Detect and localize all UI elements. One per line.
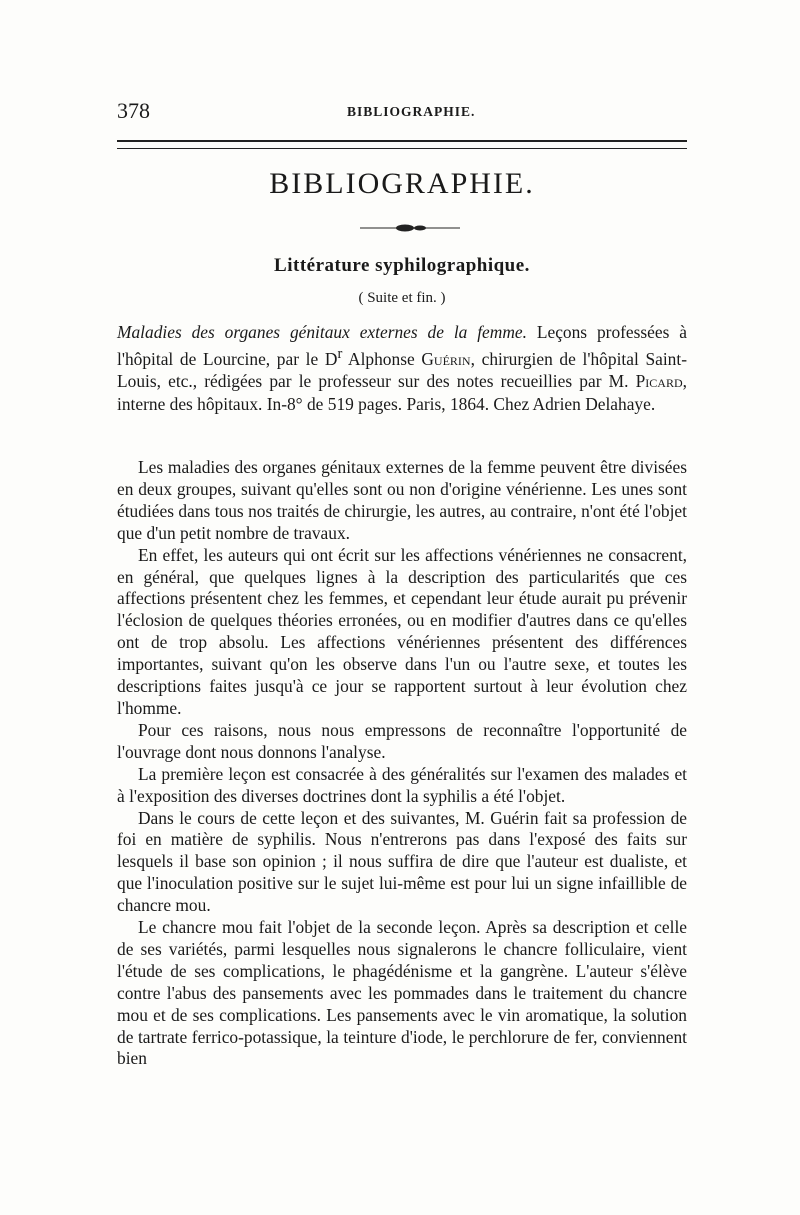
book-title: Maladies des organes génitaux externes de la femme. bbox=[117, 322, 527, 342]
ornament-divider bbox=[360, 222, 460, 234]
entry-superscript: r bbox=[337, 346, 343, 363]
paragraph: Le chancre mou fait l'objet de la seconde leçon. Après sa description et celle de ses variétés, parmi lesquelles nous signalerons le chancre folliculaire, vient l'étude de ses complications, le phagédénisme et la gangrène. L'auteur s'élève contre l'abus des pansements avec les pommades dans le traitement du chancre mou et de ses complications. Les pansements avec le vin aromatique, la solution de tartrate ferrico-potassique, la teinture d'iode, le perchlorure de fer, conviennent bien bbox=[117, 917, 687, 1069]
page-number: 378 bbox=[117, 98, 150, 123]
header-double-rule bbox=[117, 140, 687, 149]
review-body bbox=[117, 457, 687, 1070]
paragraph: En effet, les auteurs qui ont écrit sur les affections vénériennes ne consacrent, en général, que quelques lignes à la description des particularités que ces affections présentent chez les femmes, et cependant leur étude aurait pu prévenir l'éclosion de quelques théories erronées, ou en modifier d'autres dans ce qu'elles ont de trop absolu. Les affections vénériennes présentent des différences importantes, suivant qu'on les observe dans l'un ou l'autre sexe, et toutes les descriptions faites jusqu'à ce jour se rapportent surtout à leur évolution chez l'homme. bbox=[117, 544, 687, 718]
paragraph: La première leçon est consacrée à des généralités sur l'examen des malades et à l'exposition des diverses doctrines dont la syphilis a été l'objet. bbox=[117, 763, 687, 806]
page-title: BIBLIOGRAPHIE. bbox=[269, 167, 535, 200]
entry-text-1: Leçons professées à l'hôpital de Lourcine, par le D bbox=[117, 322, 687, 370]
running-head bbox=[117, 98, 687, 128]
section-title: Littérature syphilographique. bbox=[274, 255, 530, 276]
running-title: BIBLIOGRAPHIE. bbox=[347, 104, 476, 119]
paragraph: Dans le cours de cette leçon et des suivantes, M. Guérin fait sa profession de foi en matière de syphilis. Nous n'entrerons pas dans l'exposé des faits sur lesquels il base son opinion ; il nous suffira de dire que l'auteur est dualiste, et que l'inoculation positive sur le sujet lui-même est pour lui un signe infaillible de chancre mou. bbox=[117, 807, 687, 916]
paragraph: Pour ces raisons, nous nous empressons de reconnaître l'opportunité de l'ouvrage dont nous donnons l'analyse. bbox=[117, 719, 687, 762]
editor-name: Picard bbox=[635, 371, 683, 392]
paragraph: Les maladies des organes génitaux externes de la femme peuvent être divisées en deux groupes, suivant qu'elles sont ou non d'origine vénérienne. Les unes sont étudiées dans tous nos traités de chirurgie, les autres, au contraire, n'ont été l'objet que d'un petit nombre de travaux. bbox=[117, 457, 687, 543]
entry-text-3: , chirurgien de l'hôpital Saint-Louis, etc., rédigées par le professeur sur des notes recueillies par M. bbox=[117, 349, 687, 392]
bibliographic-entry bbox=[117, 321, 687, 415]
entry-text-2: Alphonse bbox=[342, 349, 422, 370]
author-name: Guérin bbox=[421, 349, 471, 370]
entry-text-4: , interne des hôpitaux. In-8° de 519 pages. Paris, 1864. Chez Adrien Delahaye. bbox=[117, 371, 687, 414]
section-subtitle: ( Suite et fin. ) bbox=[358, 290, 446, 306]
